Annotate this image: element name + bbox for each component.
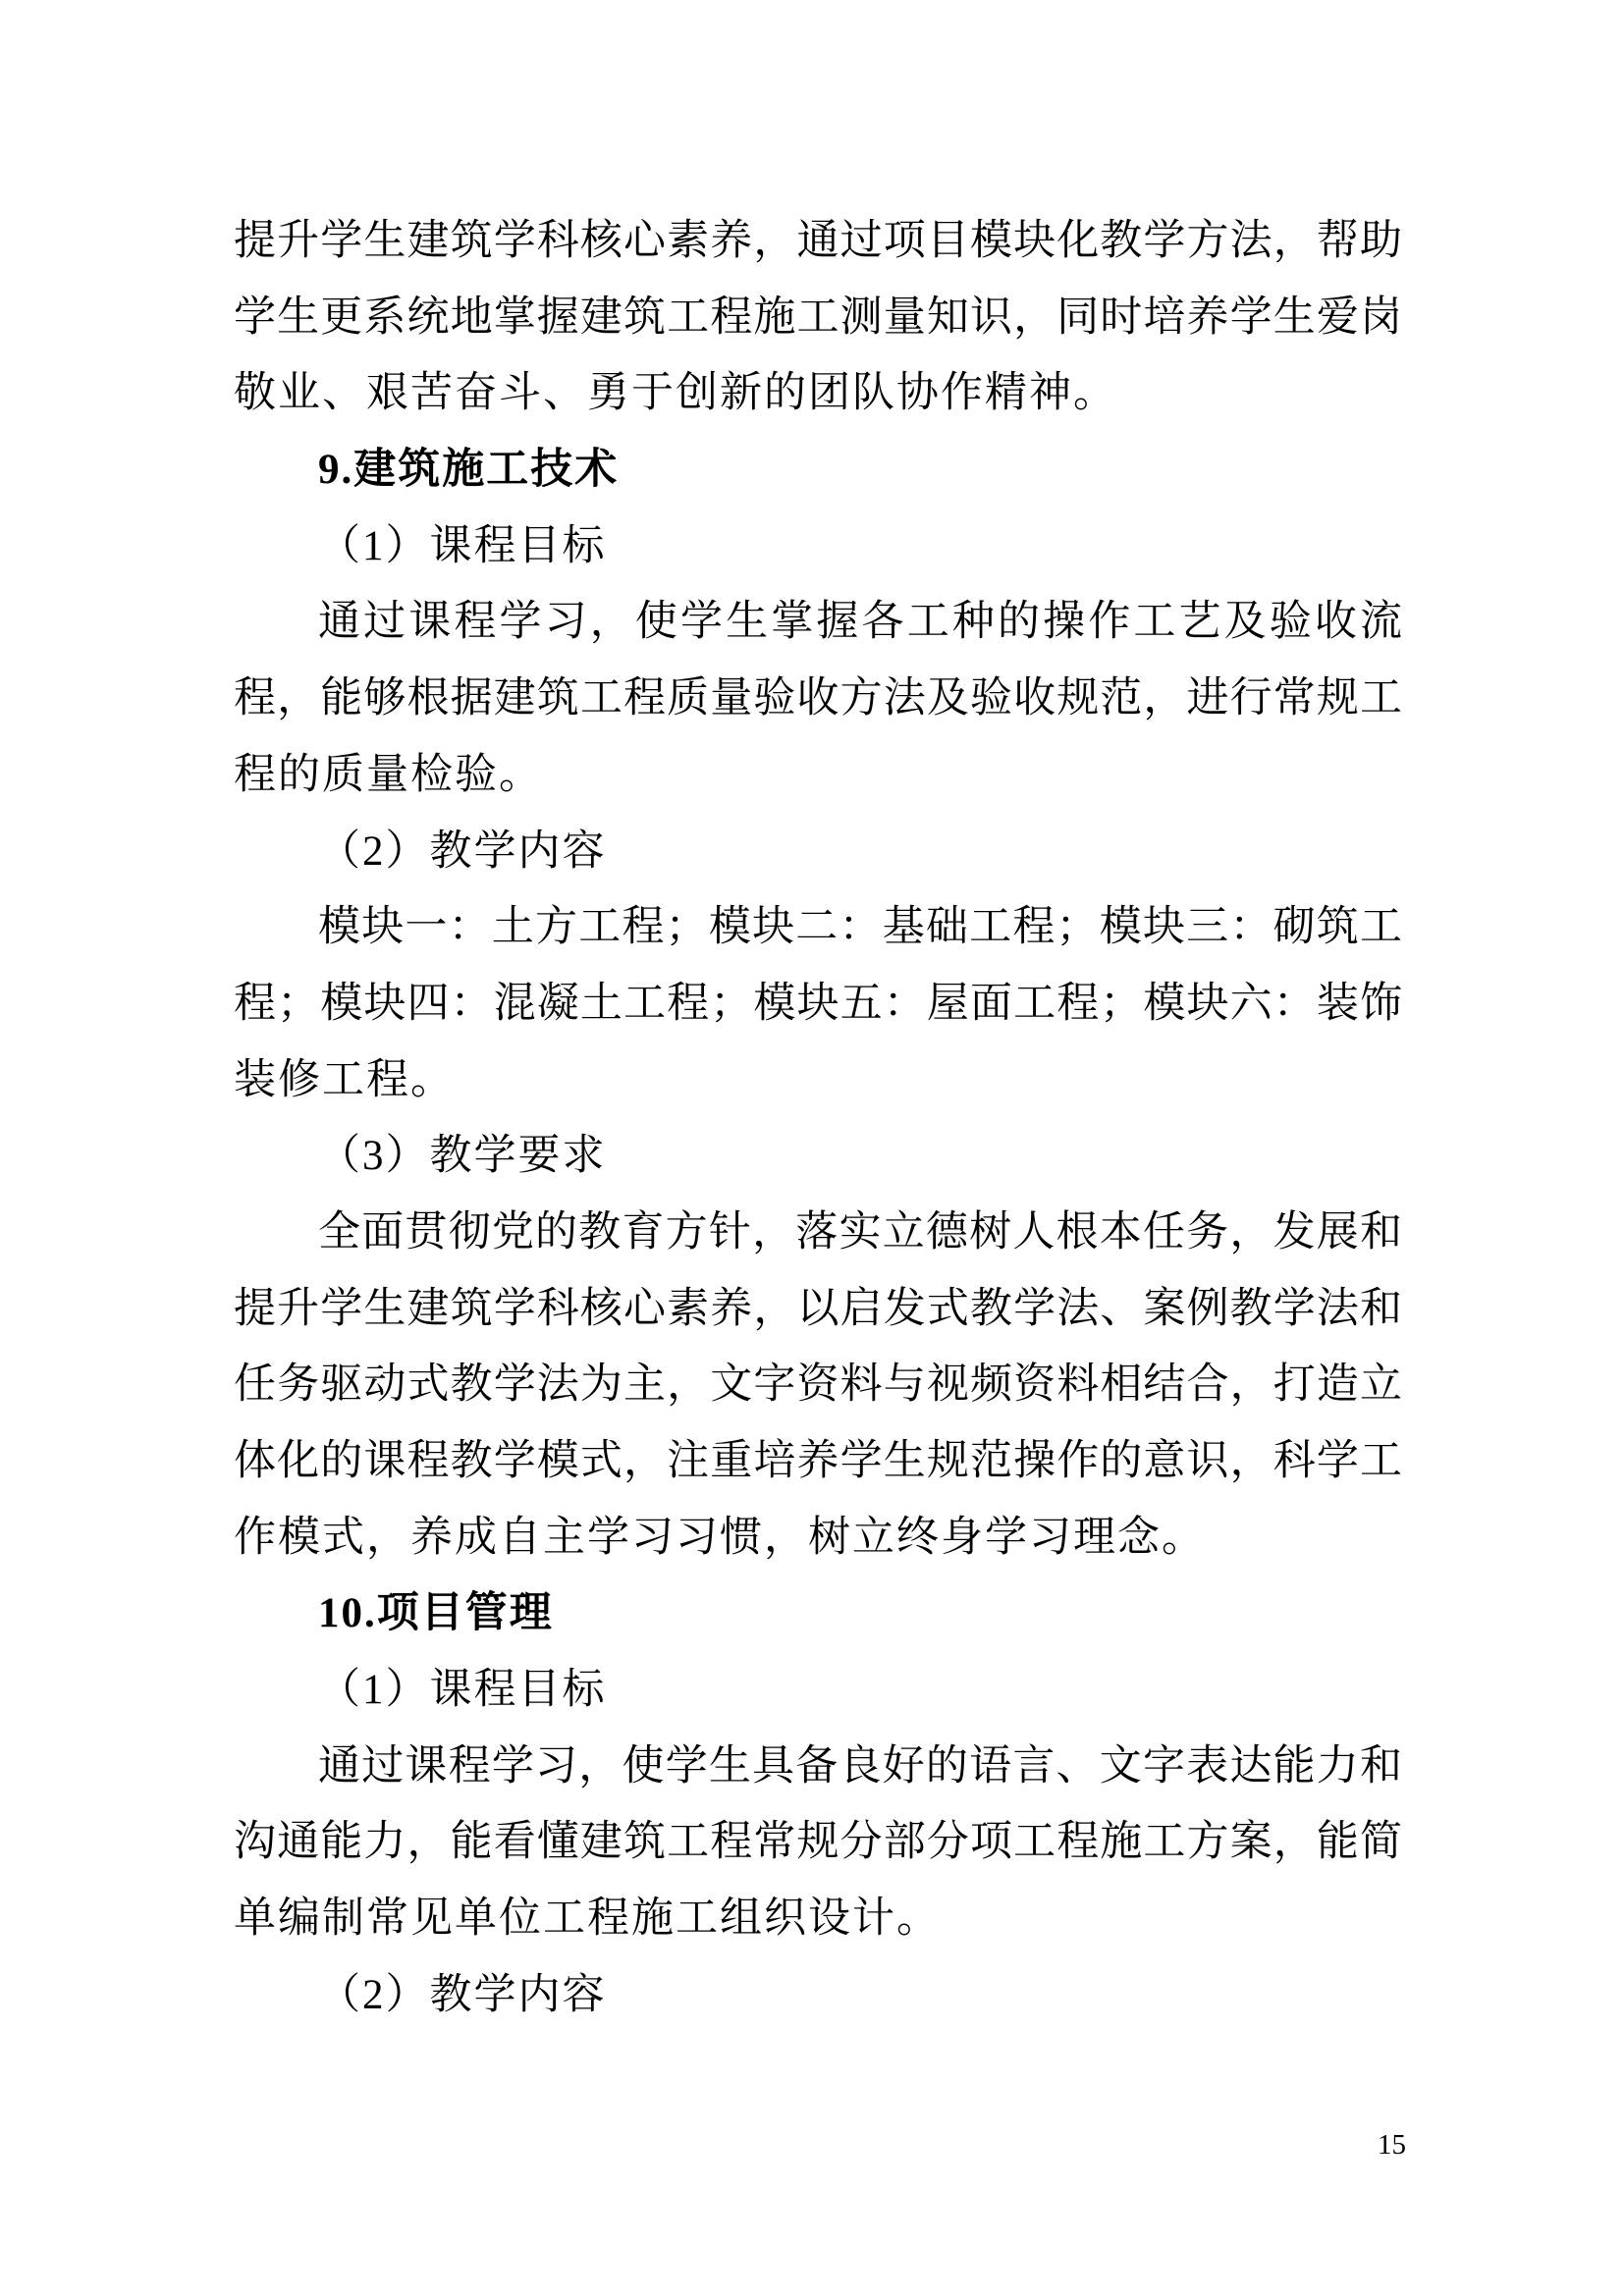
section-heading: 10.项目管理 <box>318 1590 554 1637</box>
text-line: 作模式，养成自主学习习惯，树立终身学习理念。 <box>234 1514 1206 1561</box>
text-line: （3）教学要求 <box>318 1133 607 1180</box>
text-line: 通过课程学习，使学生掌握各工种的操作工艺及验收流 <box>318 599 1402 646</box>
text-line: 提升学生建筑学科核心素养，以启发式教学法、案例教学法和 <box>234 1285 1402 1332</box>
text-line: 程；模块四：混凝土工程；模块五：屋面工程；模块六：装饰 <box>234 980 1402 1027</box>
text-line: 模块一：土方工程；模块二：基础工程；模块三：砌筑工 <box>318 904 1402 951</box>
text-line: 学生更系统地掌握建筑工程施工测量知识，同时培养学生爱岗 <box>234 294 1402 341</box>
text-line: （1）课程目标 <box>318 522 607 569</box>
text-line: 程的质量检验。 <box>234 751 543 798</box>
text-line: 敬业、艰苦奋斗、勇于创新的团队协作精神。 <box>234 370 1117 417</box>
text-line: 装修工程。 <box>234 1056 455 1103</box>
document-body <box>234 203 1402 2034</box>
text-line: （2）教学内容 <box>318 1971 607 2018</box>
text-line: （2）教学内容 <box>318 828 607 875</box>
text-line: 单编制常见单位工程施工组织设计。 <box>234 1896 941 1943</box>
page-number: 15 <box>1378 2129 1406 2161</box>
text-line: 沟通能力，能看懂建筑工程常规分部分项工程施工方案，能简 <box>234 1819 1402 1866</box>
text-line: 体化的课程教学模式，注重培养学生规范操作的意识，科学工 <box>234 1438 1402 1484</box>
text-line: 程，能够根据建筑工程质量验收方法及验收规范，进行常规工 <box>234 675 1402 722</box>
text-line: 通过课程学习，使学生具备良好的语言、文字表达能力和 <box>318 1742 1402 1789</box>
text-line: 任务驱动式教学法为主，文字资料与视频资料相结合，打造立 <box>234 1362 1402 1409</box>
text-line: 全面贯彻党的教育方针，落实立德树人根本任务，发展和 <box>318 1208 1402 1255</box>
text-line: （1）课程目标 <box>318 1667 607 1714</box>
section-heading: 9.建筑施工技术 <box>318 447 620 494</box>
text-line: 提升学生建筑学科核心素养，通过项目模块化教学方法，帮助 <box>234 218 1402 264</box>
